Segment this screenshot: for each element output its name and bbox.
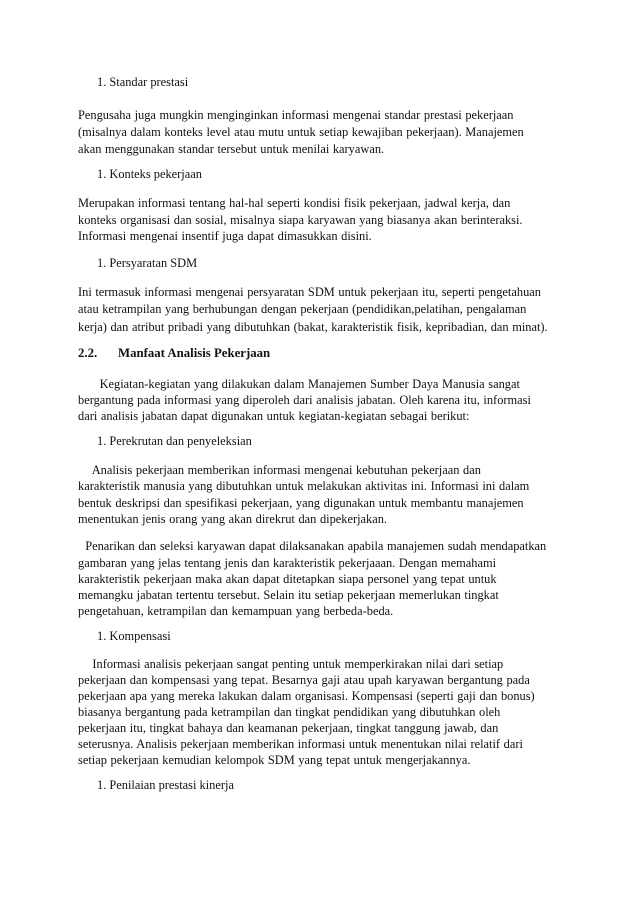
paragraph-line: Penarikan dan seleksi karyawan dapat dilaksanakan apabila manajemen sudah mendapatkan <box>78 539 547 553</box>
list-heading-konteks-pekerjaan: 1. Konteks pekerjaan <box>97 167 202 181</box>
section-title: Manfaat Analisis Pekerjaan <box>118 346 271 360</box>
paragraph-line: (misalnya dalam konteks level atau mutu untuk setiap kewajiban pekerjaan). Manajemen <box>78 125 524 139</box>
paragraph-line: pekerjaan dan kompensasi yang tepat. Besarnya gaji atau upah karyawan bergantung pada <box>78 673 530 687</box>
paragraph-line: gambaran yang jelas tentang jenis dan karakteristik pekerjaaan. Dengan memahami <box>78 556 497 570</box>
list-heading-perekrutan: 1. Perekrutan dan penyeleksian <box>97 434 252 448</box>
paragraph-line: konteks organisasi dan sosial, misalnya siapa karyawan yang biasanya akan berinteraksi. <box>78 213 523 227</box>
list-heading-persyaratan-sdm: 1. Persyaratan SDM <box>97 256 198 270</box>
paragraph-line: biasanya bergantung pada ketrampilan dan tingkat pendidikan yang dibutuhkan oleh <box>78 705 501 719</box>
paragraph-line: karakteristik pekerjaan maka akan dapat ditetapkan siapa personel yang tepat untuk <box>78 572 497 586</box>
paragraph-line: pekerjaan apa yang mereka lakukan dalam organisasi. Kompensasi (seperti gaji dan bonus) <box>78 689 535 703</box>
list-heading-standar-prestasi: 1. Standar prestasi <box>97 75 189 89</box>
paragraph-line: Ini termasuk informasi mengenai persyaratan SDM untuk pekerjaan itu, seperti pengetahuan <box>78 285 541 299</box>
paragraph-line: bentuk deskripsi dan spesifikasi pekerjaan, yang digunakan untuk membantu manajemen <box>78 496 524 510</box>
paragraph-line: karakteristik manusia yang dibutuhkan untuk melakukan aktivitas ini. Informasi ini dalam <box>78 479 530 493</box>
paragraph-line: setiap pekerjaan kemudian kelompok SDM yang tepat untuk mengerjakannya. <box>78 753 471 767</box>
list-heading-penilaian: 1. Penilaian prestasi kinerja <box>97 778 234 792</box>
paragraph-line: pekerjaan itu, tingkat bahaya dan keamanan pekerjaan, tingkat tanggung jawab, dan <box>78 721 499 735</box>
section-heading <box>78 346 270 361</box>
paragraph-line: dari analisis jabatan dapat digunakan untuk kegiatan-kegiatan sebagai berikut: <box>78 409 470 423</box>
paragraph-line: memangku jabatan tertentu tersebut. Selain itu setiap pekerjaan memerlukan tingkat <box>78 588 499 602</box>
paragraph-line: atau ketrampilan yang berhubungan dengan pekerjaan (pendidikan,pelatihan, pengalaman <box>78 302 527 316</box>
paragraph-line: Informasi analisis pekerjaan sangat penting untuk memperkirakan nilai dari setiap <box>78 657 504 671</box>
paragraph-line: Merupakan informasi tentang hal-hal seperti kondisi fisik pekerjaan, jadwal kerja, dan <box>78 196 511 210</box>
paragraph-line: Informasi mengenai insentif juga dapat dimasukkan disini. <box>78 229 372 243</box>
paragraph-line: Kegiatan-kegiatan yang dilakukan dalam Manajemen Sumber Daya Manusia sangat <box>78 377 520 391</box>
paragraph-line: bergantung pada informasi yang diperoleh dari analisis jabatan. Oleh karena itu, informasi <box>78 393 531 407</box>
paragraph-line: menentukan jenis orang yang akan direkrut dan dipekerjakan. <box>78 512 388 526</box>
paragraph-line: Pengusaha juga mungkin menginginkan informasi mengenai standar prestasi pekerjaan <box>78 108 514 122</box>
paragraph-line: Analisis pekerjaan memberikan informasi mengenai kebutuhan pekerjaan dan <box>78 463 481 477</box>
paragraph-line: kerja) dan atribut pribadi yang dibutuhkan (bakat, karakteristik fisik, kepribadian, dan minat). <box>78 320 548 334</box>
list-heading-kompensasi: 1. Kompensasi <box>97 629 171 643</box>
paragraph-line: pengetahuan, ketrampilan dan kemampuan yang berbeda-beda. <box>78 604 394 618</box>
paragraph-line: akan menggunakan standar tersebut untuk menilai karyawan. <box>78 142 385 156</box>
paragraph-line: seterusnya. Analisis pekerjaan memberikan informasi untuk menentukan nilai relatif dari <box>78 737 523 751</box>
section-number: 2.2. <box>78 346 98 360</box>
